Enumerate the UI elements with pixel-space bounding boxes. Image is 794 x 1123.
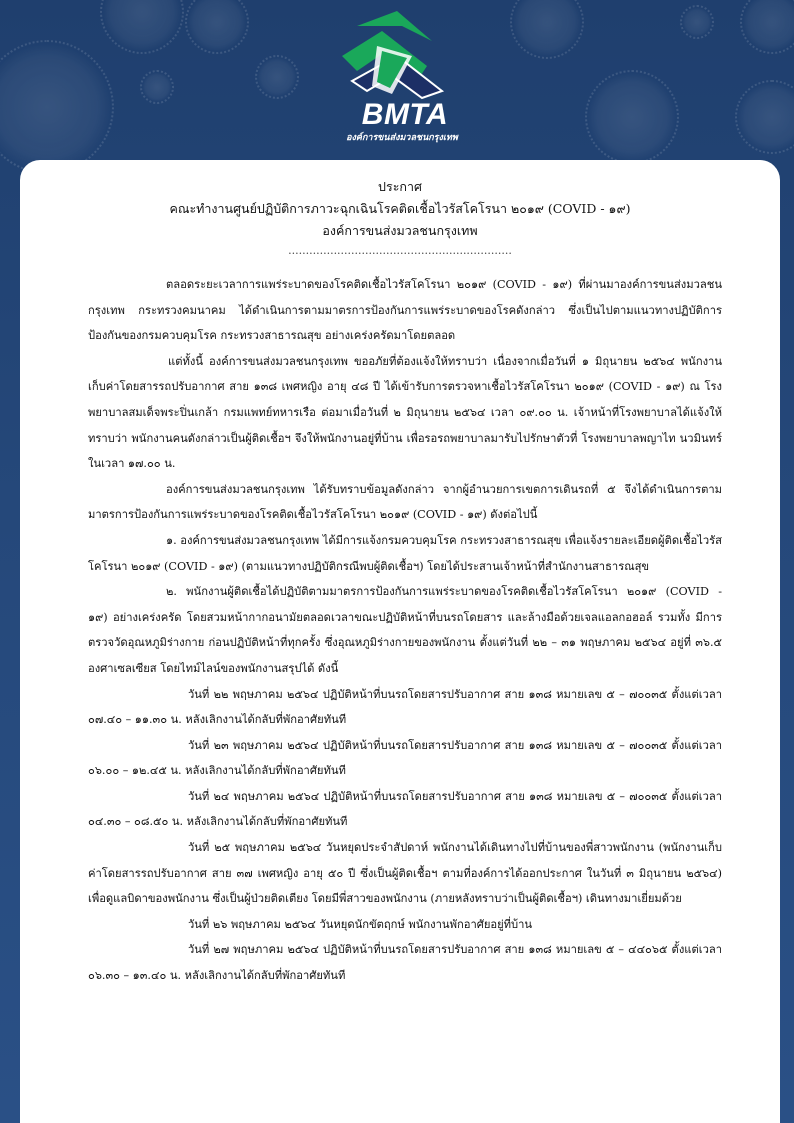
virus-decoration-9 bbox=[735, 80, 794, 154]
header-title: ประกาศ bbox=[378, 179, 422, 194]
paragraph-case: แต่ทั้งนี้ องค์การขนส่งมวลชนกรุงเทพ ขออภัยที่ต้องแจ้งให้ทราบว่า เนื่องจากเมื่อวันที่ ๑ มิถุนายน ๒๕๖๔ พนักงานเก็บค่าโดยสารรถปรับอากาศ สาย ๑๓๘ เพศหญิง อายุ ๔๘ ปี ได้เข้ารับการตรวจหาเชื้อไวรัสโคโรนา ๒๐๑๙ (COVID - ๑๙) ณ โรงพยาบาลสมเด็จพระปิ่นเกล้า กรมแพทย์ทหารเรือ ต่อมาเมื่อวันที่ ๒ มิถุนายน ๒๕๖๔ เวลา ๐๙.๐๐ น. เจ้าหน้าที่โรงพยาบาลได้แจ้งให้ทราบว่า พนักงานคนดังกล่าวเป็นผู้ติดเชื้อฯ จึงให้พนักงานอยู่ที่บ้าน เพื่อรอรถพยาบาลมารับไปรักษาตัวที่ โรงพยาบาลพญาไท นวมินทร์ ในเวลา ๑๗.๐๐ น. bbox=[88, 354, 722, 471]
virus-decoration-2 bbox=[100, 0, 184, 54]
header-organization: องค์การขนส่งมวลชนกรุงเทพ bbox=[322, 223, 478, 238]
virus-decoration-8 bbox=[740, 0, 794, 54]
timeline-day-24: วันที่ ๒๔ พฤษภาคม ๒๕๖๔ ปฏิบัติหน้าที่บนรถโดยสารปรับอากาศ สาย ๑๓๘ หมายเลข ๕ – ๗๐๐๓๕ ตั้งแต่เวลา ๐๔.๓๐ – ๐๘.๕๐ น. หลังเลิกงานได้กลับที่พักอาศัยทันที bbox=[88, 789, 722, 829]
timeline-day-23: วันที่ ๒๓ พฤษภาคม ๒๕๖๔ ปฏิบัติหน้าที่บนรถโดยสารปรับอากาศ สาย ๑๓๘ หมายเลข ๕ – ๗๐๐๓๕ ตั้งแต่เวลา ๐๖.๐๐ – ๑๒.๔๕ น. หลังเลิกงานได้กลับที่พักอาศัยทันที bbox=[88, 738, 722, 778]
logo-text: BMTA bbox=[361, 98, 449, 131]
timeline-day-22: วันที่ ๒๒ พฤษภาคม ๒๕๖๔ ปฏิบัติหน้าที่บนรถโดยสารปรับอากาศ สาย ๑๓๘ หมายเลข ๕ – ๗๐๐๓๕ ตั้งแต่เวลา ๐๗.๔๐ – ๑๑.๓๐ น. หลังเลิกงานได้กลับที่พักอาศัยทันที bbox=[88, 687, 722, 727]
header-separator: ................................................................ bbox=[288, 244, 512, 257]
paragraph-intro: ตลอดระยะเวลาการแพร่ระบาดของโรคติดเชื้อไวรัสโคโรนา ๒๐๑๙ (COVID - ๑๙) ที่ผ่านมาองค์การขนส่งมวลชนกรุงเทพ กระทรวงคมนาคม ได้ดำเนินการตามมาตรการป้องกันการแพร่ระบาดของโรคดังกล่าว ซึ่งเป็นไปตามแนวทางปฏิบัติการป้องกันของกรมควบคุมโรค กระทรวงสาธารณสุข อย่างเคร่งครัดมาโดยตลอด bbox=[88, 278, 722, 343]
announcement-paper bbox=[20, 160, 780, 1123]
logo-subtitle: องค์การขนส่งมวลชนกรุงเทพ bbox=[346, 132, 458, 142]
virus-decoration-3 bbox=[185, 0, 249, 54]
virus-decoration-7 bbox=[680, 5, 714, 39]
virus-decoration-10 bbox=[140, 70, 174, 104]
timeline-day-25: วันที่ ๒๕ พฤษภาคม ๒๕๖๔ วันหยุดประจำสัปดาห์ พนักงานได้เดินทางไปที่บ้านของพี่สาวพนักงาน (พนักงานเก็บค่าโดยสารรถปรับอากาศ สาย ๓๗ เพศหญิง อายุ ๕๐ ปี ซึ่งเป็นผู้ติดเชื้อฯ ตามที่องค์การได้ออกประกาศ ในวันที่ ๓ มิถุนายน ๒๕๖๔) เพื่อดูแลบิดาของพนักงาน ซึ่งเป็นผู้ป่วยติดเตียง โดยมีพี่สาวของพนักงาน (ภายหลังทราบว่าเป็นผู้ติดเชื้อฯ) เดินทางมาเยี่ยมด้วย bbox=[88, 841, 722, 906]
virus-decoration-1 bbox=[0, 40, 114, 174]
paragraph-measures: องค์การขนส่งมวลชนกรุงเทพ ได้รับทราบข้อมูลดังกล่าว จากผู้อำนวยการเขตการเดินรถที่ ๕ จึงได้ดำเนินการตามมาตรการป้องกันการแพร่ระบาดของโรคติดเชื้อไวรัสโคโรนา ๒๐๑๙ (COVID - ๑๙) ดังต่อไปนี้ bbox=[88, 482, 722, 522]
paragraph-item-1: ๑. องค์การขนส่งมวลชนกรุงเทพ ได้มีการแจ้งกรมควบคุมโรค กระทรวงสาธารณสุข เพื่อแจ้งรายละเอียดผู้ติดเชื้อไวรัสโคโรนา ๒๐๑๙ (COVID - ๑๙) (ตามแนวทางปฏิบัติกรณีพบผู้ติดเชื้อฯ) โดยได้ประสานเจ้าหน้าที่สำนักงานสาธารณสุข bbox=[88, 533, 722, 573]
header-committee: คณะทำงานศูนย์ปฏิบัติการภาวะฉุกเฉินโรคติดเชื้อไวรัสโคโรนา ๒๐๑๙ (COVID - ๑๙) bbox=[169, 201, 631, 216]
virus-decoration-6 bbox=[585, 70, 679, 164]
timeline-day-27: วันที่ ๒๗ พฤษภาคม ๒๕๖๔ ปฏิบัติหน้าที่บนรถโดยสารปรับอากาศ สาย ๑๓๘ หมายเลข ๕ – ๔๔๐๖๕ ตั้งแต่เวลา ๐๖.๓๐ – ๑๓.๔๐ น. หลังเลิกงานได้กลับที่พักอาศัยทันที bbox=[88, 943, 722, 983]
announcement-header bbox=[20, 176, 780, 242]
paragraph-item-2: ๒. พนักงานผู้ติดเชื้อได้ปฏิบัติตามมาตรการป้องกันการแพร่ระบาดของโรคติดเชื้อไวรัสโคโรนา ๒๐๑๙ (COVID - ๑๙) อย่างเคร่งครัด โดยสวมหน้ากากอนามัยตลอดเวลาขณะปฏิบัติหน้าที่บนรถโดยสาร และล้างมือด้วยเจลแอลกอฮอล์ รวมทั้ง มีการตรวจวัดอุณหภูมิร่างกาย ก่อนปฏิบัติหน้าที่ทุกครั้ง ซึ่งอุณหภูมิร่างกายของพนักงาน ตั้งแต่วันที่ ๒๒ – ๓๑ พฤษภาคม ๒๕๖๔ อยู่ที่ ๓๖.๕ องศาเซลเซียส โดยไทม์ไลน์ของพนักงานสรุปได้ ดังนี้ bbox=[88, 585, 722, 675]
virus-decoration-5 bbox=[510, 0, 584, 59]
timeline-day-26: วันที่ ๒๖ พฤษภาคม ๒๕๖๔ วันหยุดนักขัตฤกษ์ พนักงานพักอาศัยอยู่ที่บ้าน bbox=[188, 917, 533, 931]
virus-decoration-4 bbox=[255, 55, 299, 99]
announcement-body bbox=[88, 272, 722, 989]
